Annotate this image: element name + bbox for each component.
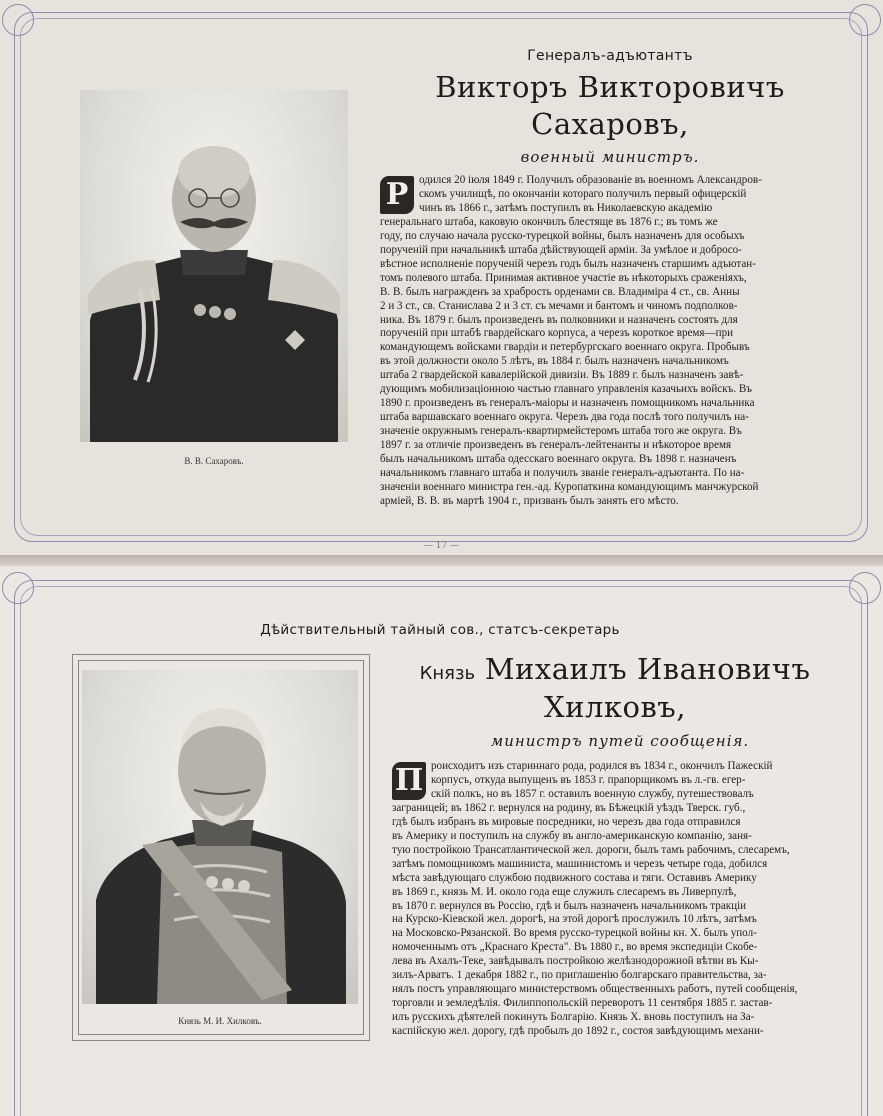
text-line: командующемъ войсками гвардіи и петербургскаго военнаго округа. Пробывъ [380, 341, 750, 354]
text-line: зилъ-Арватъ. 1 декабря 1882 г., по приглашенію болгарскаго правительства, за- [392, 969, 767, 982]
text-line: въ Америку и поступилъ на службу въ англо-американскую компанію, заня- [392, 829, 752, 842]
text-line: номоченнымъ отъ „Краснаго Креста". Въ 1880 г., во время экспедиціи Скобе- [392, 941, 758, 954]
text-line: на Курско-Кіевской жел. дорогѣ, на этой дорогѣ прослужилъ 10 лѣтъ, затѣмъ [392, 913, 757, 926]
text-line: арміей, В. В. въ мартѣ 1904 г., призванъ былъ занять его мѣсто. [380, 494, 679, 507]
page-number: — 17 — [423, 541, 460, 551]
portrait-caption: Князь М. И. Хилковъ. [178, 1016, 262, 1026]
portrait-photo [80, 90, 348, 442]
page-sakharov [0, 0, 883, 555]
text-line: 1897 г. за отличіе произведенъ въ генералъ-лейтенанты и нѣкоторое время [380, 439, 732, 452]
text-line: на Московско-Рязанской. Во время русско-турецкой войны кн. Х. былъ упол- [392, 927, 757, 940]
portrait-card [80, 90, 348, 474]
text-line: илъ русскихъ дѣятелей покинуть Болгарію. Князь Х. вновь поступилъ на За- [392, 1011, 755, 1024]
rank-title: Дѣйствительный тайный сов., статсъ-секретарь [260, 622, 620, 638]
text-line: штаба варшавскаго военнаго округа. Черезъ два года послѣ того получилъ на- [380, 411, 749, 424]
text-line: заграницей; въ 1862 г. вернулся на родину, въ Бѣжецкій уѣздъ Тверск. губ., [392, 801, 746, 814]
text-line: 2 и 3 ст., св. Станислава 2 и 3 ст. съ мечами и бантомъ и чиномъ подполков- [380, 299, 738, 312]
text-line: генеральнаго штаба, каковую окончилъ блестяще въ 1876 г.; въ томъ же [380, 215, 718, 228]
text-line: мѣста завѣдующаго службою подвижного состава и тяги. Оставивъ Америку [392, 871, 757, 884]
text-line: дующимъ мобилизаціонною частью главнаго управленія казачьихъ войскъ. Въ [380, 383, 752, 396]
border-flourish [849, 4, 881, 36]
biography-lines [392, 760, 797, 1037]
text-line: чинъ въ 1866 г., затѣмъ поступилъ въ Николаевскую академію [419, 201, 713, 214]
office-title: военный министръ. [520, 148, 700, 166]
page-gap [0, 555, 883, 566]
portrait-photo [82, 670, 358, 1004]
text-line: вѣстное исполненіе порученій черезъ годъ былъ назначенъ старшимъ адъютан- [380, 257, 756, 270]
biography-text [392, 760, 838, 1039]
border-flourish [849, 572, 881, 604]
text-line: корпусъ, откуда выпущенъ въ 1853 г. прапорщикомъ въ л.-гв. егер- [431, 773, 746, 786]
border-flourish [2, 4, 34, 36]
drop-cap: Р [380, 176, 414, 214]
text-line: торговли и земледѣлія. Филиппопольскій переворотъ 11 сентября 1885 г. застав- [392, 997, 773, 1010]
title-prefix: Князь [419, 663, 476, 684]
text-line: каспійскую жел. дорогу, гдѣ пробылъ до 1892 г., состоя завѣдующимъ механи- [392, 1025, 764, 1038]
office-title: министръ путей сообщенія. [490, 732, 750, 750]
text-line: скій полкъ, но въ 1857 г. оставилъ военную службу, путешествовалъ [431, 787, 754, 800]
text-line: году, по случаю начала русско-турецкой войны, былъ назначенъ для особыхъ [380, 229, 745, 242]
text-line: начальникомъ главнаго штаба и получилъ званіе генералъ-адъютанта. По на- [380, 467, 745, 480]
text-line: ника. Въ 1879 г. былъ произведенъ въ полковники и назначенъ состоять для [380, 313, 738, 326]
text-line: затѣмъ помощникомъ машиниста, машинистомъ и черезъ четыре года, добился [392, 857, 768, 870]
text-line: роисходитъ изъ стариннаго рода, родился въ 1834 г., окончилъ Пажескій [431, 760, 773, 772]
person-name-line1: Викторъ Викторовичъ [435, 70, 785, 104]
biography-text [380, 174, 838, 509]
text-line: въ 1870 г. вернулся въ Россію, гдѣ и былъ назначенъ начальникомъ тракціи [392, 899, 747, 912]
text-line: В. В. былъ награжденъ за храбрость орденами св. Владиміра 4 ст., св. Анны [380, 285, 740, 298]
text-line: былъ начальникомъ штаба одесскаго военнаго округа. Въ 1898 г. назначенъ [380, 453, 737, 466]
page-khilkov [0, 566, 883, 1116]
text-line: штаба 2 гвардейской кавалерійской дивизіи. Въ 1889 г. былъ назначенъ завѣ- [380, 369, 744, 382]
portrait-card [82, 670, 358, 1032]
person-name-line1 [380, 652, 850, 686]
person-name-first: Михаилъ Ивановичъ [484, 652, 811, 686]
text-line: значеніи военнаго министра ген.-ад. Куропаткина командующимъ манчжурской [380, 480, 759, 493]
border-flourish [2, 572, 34, 604]
text-line: скомъ училищѣ, по окончаніи котораго получилъ первый офицерскій [419, 187, 747, 200]
text-line: томъ полевого штаба. Принимая активное участіе въ нѣкоторыхъ сраженіяхъ, [380, 271, 747, 284]
text-line: гдѣ былъ избранъ въ мировые посредники, но черезъ два года отправился [392, 815, 741, 828]
text-line: порученій при штабѣ гвардейскаго корпуса, а черезъ короткое время—при [380, 327, 734, 340]
rank-title: Генералъ-адъютантъ [527, 48, 693, 64]
text-line: въ 1869 г., князь М. И. около года еще служилъ слесаремъ въ Ливерпулѣ, [392, 885, 737, 898]
text-line: лева въ Ахалъ-Теке, завѣдывалъ постройкою желѣзнодорожной вѣтви въ Кы- [392, 955, 759, 968]
text-line: значеніе окружнымъ генералъ-квартирмейстеромъ штаба того же округа. Въ [380, 425, 742, 438]
portrait-general-illustration [80, 90, 348, 442]
text-line: одился 20 іюля 1849 г. Получилъ образованіе въ военномъ Александров- [419, 174, 762, 186]
person-name-line2: Сахаровъ, [531, 107, 689, 141]
text-line: тую постройкою Трансатлантической жел. дороги, былъ тамъ рабочимъ, слесаремъ, [392, 843, 790, 856]
text-line: 1890 г. произведенъ въ генералъ-маіоры и назначенъ помощникомъ начальника [380, 397, 755, 410]
portrait-caption: В. В. Сахаровъ. [184, 456, 244, 466]
portrait-prince-illustration [82, 670, 358, 1004]
text-line: порученій при начальникѣ штаба дѣйствующей арміи. За умѣлое и доброcо- [380, 243, 742, 256]
text-line: нялъ постъ управляющаго министерствомъ общественныхъ работъ, путей сообщенія, [392, 983, 798, 996]
person-name-line2: Хилковъ, [544, 690, 686, 724]
drop-cap: П [392, 762, 426, 800]
biography-lines [380, 174, 762, 507]
text-line: въ этой должности около 5 лѣтъ, въ 1884 г. былъ назначенъ начальникомъ [380, 355, 729, 368]
